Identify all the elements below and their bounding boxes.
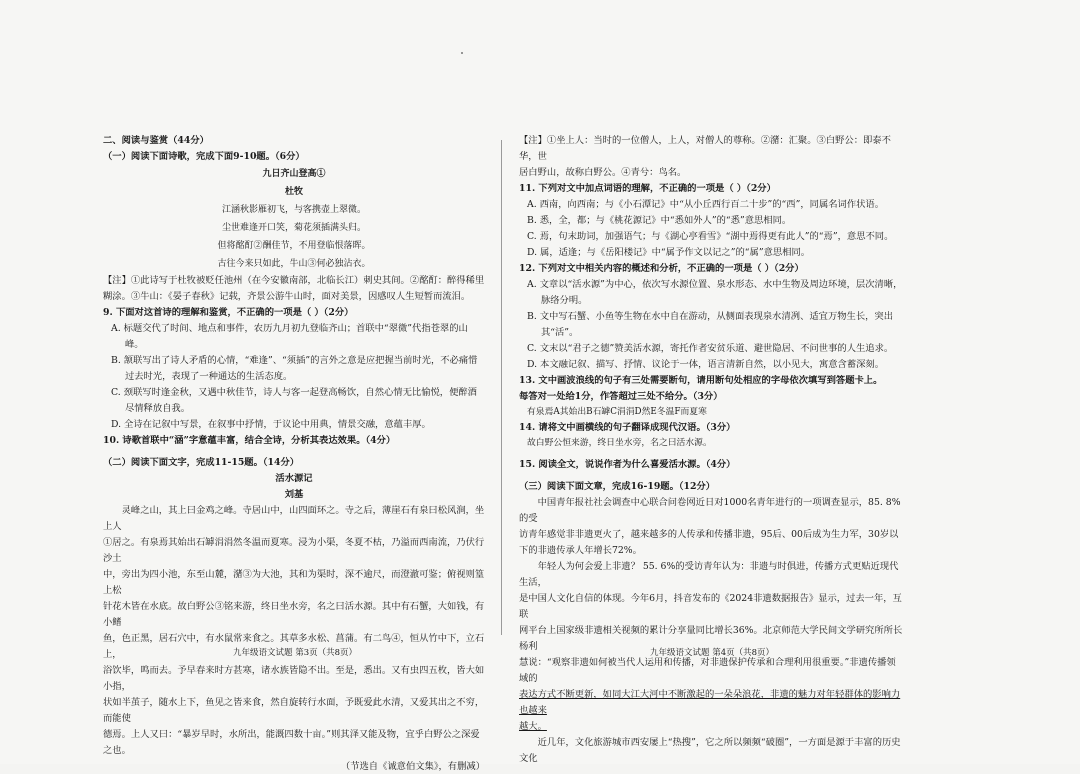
essay-line: ①居之。有泉焉其始出石罅涓涓然冬温而夏寒。浸为小渠，冬夏不枯，乃溢而西南流，乃伏行沙土: [103, 535, 485, 567]
footer-page-3: 九年级语文试题 第3页（共8页）: [233, 646, 357, 658]
essay-line: 鱼，色正黑，居石穴中，有水鼠常来食之。其草多水松、菖蒲。有二鸟④，恒从竹中下，立石上，: [103, 631, 485, 663]
scan-speck: [461, 52, 463, 54]
question-9: 9. 下面对这首诗的理解和鉴赏，不正确的一项是（ ）（2分）: [103, 305, 485, 321]
article-line: 年轻人为何会爱上非遗？ 55. 6%的受访青年认为：非遗与时俱进，传播方式更贴近现代生活，: [519, 559, 903, 591]
q12-option-b: B. 文中写石蟹、小鱼等生物在水中自在游动，从侧面表现泉水清冽、适宜万物生长，突出其“活”。: [527, 309, 903, 341]
article-line: 表达方式不断更新，如同大江大河中不断激起的一朵朵浪花，非遗的魅力对年轻群体的影响力也越来: [519, 687, 903, 719]
article-line: 访青年感觉非非遗更火了，越来越多的人传承和传播非遗，95后、00后成为生力军，30岁以: [519, 527, 903, 543]
question-14: 14. 请将文中画横线的句子翻译成现代汉语。（3分）: [519, 420, 903, 436]
part2-title: （二）阅读下面文字，完成11-15题。（14分）: [103, 455, 485, 471]
essay-line: 浴饮毕，鸣而去。予早春来时方甚寒，诸水族皆隐不出。至是，悉出。又有虫四五枚，皆大如小指，: [103, 663, 485, 695]
section-title: 二、阅读与鉴赏（44分）: [103, 133, 485, 149]
q11-option-d: D. 属，适逢；与《岳阳楼记》中“属予作文以记之”的“属”意思相同。: [527, 245, 903, 261]
poem: [103, 165, 485, 273]
poem-note: 糊涂。③牛山：《晏子春秋》记载，齐景公游牛山时，面对美景，因感叹人生短暂而流泪。: [103, 289, 485, 305]
article-line: 中国青年报社社会调查中心联合问卷网近日对1000名青年进行的一项调查显示，85. 8%的受: [519, 495, 903, 527]
question-10: 10. 诗歌首联中“涵”字意蕴丰富，结合全诗，分析其表达效果。（4分）: [103, 433, 485, 449]
article-line: 慧说：“观察非遗如何被当代人运用和传播，对非遗保护传承和合理利用很重要。”非遗传播领域的: [519, 655, 903, 687]
essay-line: 灵峰之山，其上曰金鸡之峰。寺居山中，山四面环之。寺之后，薄崖石有泉曰松风涧，坐上人: [103, 503, 485, 535]
question-15: 15. 阅读全文，说说作者为什么喜爱活水源。（4分）: [519, 457, 903, 473]
poem-line: 古往今来只如此，牛山③何必独沾衣。: [103, 255, 485, 273]
essay-author: 刘基: [103, 487, 485, 503]
page-divider: [501, 140, 502, 635]
essay-line: 针花木皆在水底。故白野公③铭来游，终日坐水旁，名之曰活水源。其中有石蟹，大如钱，有小鳍: [103, 599, 485, 631]
q12-option-a: A. 文章以“活水源”为中心，依次写水源位置、泉水形态、水中生物及周边环境，层次清晰，脉络分明。: [527, 277, 903, 309]
poem-line: 尘世难逢开口笑，菊花须插满头归。: [103, 219, 485, 237]
question-12: 12. 下列对文中相关内容的概述和分析，不正确的一项是（ ）（2分）: [519, 261, 903, 277]
q14-sentence: 故白野公恒来游，终日坐水旁，名之曰活水源。: [527, 436, 903, 451]
part1-title: （一）阅读下面诗歌，完成下面9-10题。（6分）: [103, 149, 485, 165]
question-13-cont: 每答对一处给1分，作答超过三处不给分。（3分）: [519, 389, 903, 405]
q9-option-c: C. 颈联写时逢金秋，又遇中秋佳节，诗人与客一起登高畅饮，自然心情无比愉悦，便醉酒尽情释放自我。: [111, 385, 485, 417]
q12-option-c: C. 文末以“君子之德”赞美活水源，寄托作者安贫乐道、避世隐居、不问世事的人生追求。: [527, 341, 903, 357]
part3-title: （三）阅读下面文章，完成16-19题。（12分）: [519, 479, 903, 495]
q13-sentence: 有泉焉A其始出B石罅C涓涓D然E冬温F而夏寒: [527, 405, 903, 420]
essay-note: 居白野山，故称白野公。④青兮：鸟名。: [519, 165, 903, 181]
poem-author: 杜牧: [103, 183, 485, 201]
question-11: 11. 下列对文中加点词语的理解，不正确的一项是（ ）（2分）: [519, 181, 903, 197]
q11-option-a: A. 西南，向西南；与《小石潭记》中“从小丘西行百二十步”的“西”，同属名词作状语。: [527, 197, 903, 213]
article-line: 网平台上国家级非遗相关视频的累计分享量同比增长36%。北京师范大学民间文学研究所所长杨利: [519, 623, 903, 655]
poem-note: 【注】①此诗写于杜牧被贬任池州（在今安徽南部，北临长江）刺史其间。②酩酊：醉得稀里: [103, 273, 485, 289]
article-line: 越大。: [519, 719, 903, 735]
question-13: 13. 文中画波浪线的句子有三处需要断句，请用断句处相应的字母依次填写到答题卡上。: [519, 373, 903, 389]
essay-title: 活水源记: [103, 471, 485, 487]
essay-note: 【注】①坐上人：当时的一位僧人，上人，对僧人的尊称。②潴：汇聚。③白野公：即泰不华，世: [519, 133, 903, 165]
footer-page-4: 九年级语文试题 第4页（共8页）: [650, 646, 774, 658]
q11-option-c: C. 焉，句末助词，加强语气；与《湖心亭看雪》“湖中焉得更有此人”的“焉”，意思不同。: [527, 229, 903, 245]
right-page: [519, 133, 903, 767]
article-line: 近几年，文化旅游城市西安屡上“热搜”，它之所以频频“破圈”，一方面是源于丰富的历史文化: [519, 735, 903, 767]
poem-line: 但将酩酊②酬佳节，不用登临恨落晖。: [103, 237, 485, 255]
left-page: [103, 133, 485, 774]
poem-line: 江涵秋影雁初飞，与客携壶上翠微。: [103, 201, 485, 219]
article-line: 是中国人文化自信的体现。今年6月，抖音发布的《2024非遗数据报告》显示，过去一年，互联: [519, 591, 903, 623]
essay-line: 德焉。上人又曰：“暴岁早时，水所出，能溉四数十亩。”则其泽又能及物，宜乎白野公之深爱之也。: [103, 727, 485, 759]
q11-option-b: B. 悉，全，都；与《桃花源记》中“悉如外人”的“悉”意思相同。: [527, 213, 903, 229]
q9-option-b: B. 颔联写出了诗人矛盾的心情，“难逢”、“须插”的言外之意是应把握当前时光，不必痛惜过去时光，表现了一种通达的生活态度。: [111, 353, 485, 385]
poem-title: 九日齐山登高①: [103, 165, 485, 183]
essay-line: 中，旁出为四小池，东至山麓，潴③为大池，其和为渠时，深不逾尺，而澄澈可鉴；俯视则篁上松: [103, 567, 485, 599]
q9-option-a: A. 标题交代了时间、地点和事件，农历九月初九登临齐山；首联中“翠微”代指苍翠的山峰。: [111, 321, 485, 353]
essay-line: 状如半茧子，随水上下，鱼见之皆来食，然自旋转行水面，予既爱此水清，又爱其出之不穷，而能使: [103, 695, 485, 727]
q9-option-d: D. 全诗在记叙中写景，在叙事中抒情，于议论中用典，情景交融，意蕴丰厚。: [111, 417, 485, 433]
q12-option-d: D. 本文融记叙、描写、抒情、议论于一体，语言清新自然，以小见大，寓意含蓄深刻。: [527, 357, 903, 373]
essay-source: （节选自《诚意伯文集》，有删减）: [103, 759, 485, 774]
article-line: 下的非遗传承人年增长72%。: [519, 543, 903, 559]
